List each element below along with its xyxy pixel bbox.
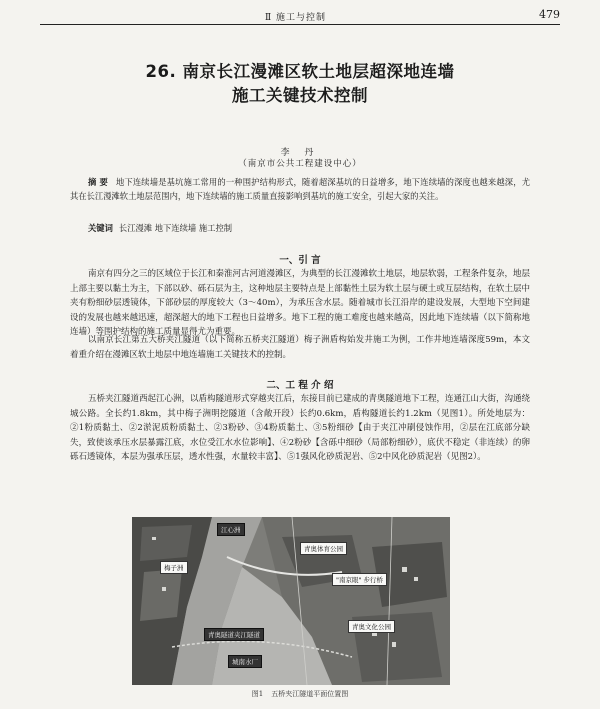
intro-paragraph-2: 以南京长江第五大桥夹江隧道（以下简称五桥夹江隧道）梅子洲盾构始发井施工为例，工作井地连墙深度59m，本文着重介绍在漫滩区软土地层中地连墙施工关键技术的控制。 <box>70 335 530 360</box>
map-label-tunnel: 青奥隧道夹江隧道 <box>204 628 264 641</box>
author: 李 丹 <box>280 148 320 158</box>
project-paragraph-1: 五桥夹江隧道西起江心洲，以盾构隧道形式穿越夹江后，东接目前已建成的青奥隧道地下工程，连通江山大街，沟通绕城公路。全长约1.8km，其中梅子洲明挖隧道（含敞开段）长约0.6km，盾构隧道长约1.2km（见图1）。所处地层为：②1粉质黏土、②2淤泥质粉质黏土、②3粉砂、③4粉质黏土、③5粉细砂【由于夹江冲刷侵蚀作用，②层在江底部分缺失，致使该承压水层暴露江底，水位受江水水位影响】、④2粉砂【含砾中细砂（局部粉细砂），底伏不稳定（非连续）的卵砾石透镜体，本层为强承压层，透水性强，水量较丰富】、⑤1强风化砂质泥岩、⑤2中风化砂质泥岩（见图2）。 <box>70 394 531 463</box>
affiliation: （南京市公共工程建设中心） <box>238 159 362 169</box>
keywords-text: 长江漫滩 地下连续墙 施工控制 <box>118 223 233 233</box>
abstract-label: 摘 要 <box>88 177 108 187</box>
map-label-culture-park: 青奥文化公园 <box>348 620 395 633</box>
figure-caption <box>0 689 600 699</box>
map-label-jiangxin: 江心洲 <box>217 523 245 536</box>
caption-number: 图1 <box>251 690 264 698</box>
aerial-photo <box>132 517 450 685</box>
caption-text: 五桥夹江隧道平面位置图 <box>271 690 349 698</box>
keywords <box>70 222 530 234</box>
location-map <box>132 517 450 685</box>
title-line-2: 施工关键技术控制 <box>232 86 368 105</box>
map-label-city-south: 城南水厂 <box>228 655 262 668</box>
intro-paragraph-1: 南京有四分之三的区域位于长江和秦淮河古河道漫滩区，为典型的长江漫滩软土地层，地层软弱，工程条件复杂，地层上部主要以黏土为主，下部以砂、砾石层为主，这种地层主要特点是上部黏性土层为软土层与硬土或互层结构，在软土层中夹有粉细砂层透镜体，下部砂层的厚度较大（3～40m），为承压含水层。随着城市长江沿岸的建设发展，大型地下空间建设的发展也越来越迅速，超深超大的地下工程也日益增多。地下工程的施工难度也越来越高，因此地下连续墙（以下简称地连墙）等围护结构的施工质量显得尤为重要。 <box>70 269 531 338</box>
map-label-nanjing-eye: "南京眼" 步行桥 <box>332 573 387 586</box>
map-label-meizi: 梅子洲 <box>160 561 188 574</box>
running-header <box>40 6 560 25</box>
title-line-1: 26. 南京长江漫滩区软土地层超深地连墙 <box>145 62 455 81</box>
section-heading-project: 二、工 程 介 绍 <box>266 380 334 391</box>
section-heading-intro: 一、引 言 <box>279 255 321 266</box>
keywords-label: 关键词 <box>88 223 113 233</box>
abstract-text: 地下连续墙是基坑施工常用的一种围护结构形式，随着超深基坑的日益增多，地下连续墙的深度也越来越深，尤其在长江漫滩软土地层范围内，地下连续墙的施工质量直接影响到基坑的施工安全，引起大家的关注。 <box>70 177 530 201</box>
header-section: Ⅱ 施工与控制 <box>265 13 326 23</box>
map-label-youth-center: 青奥体育公园 <box>300 542 347 555</box>
abstract <box>70 175 530 203</box>
paper-title <box>0 60 600 108</box>
page-number: 479 <box>539 8 560 21</box>
